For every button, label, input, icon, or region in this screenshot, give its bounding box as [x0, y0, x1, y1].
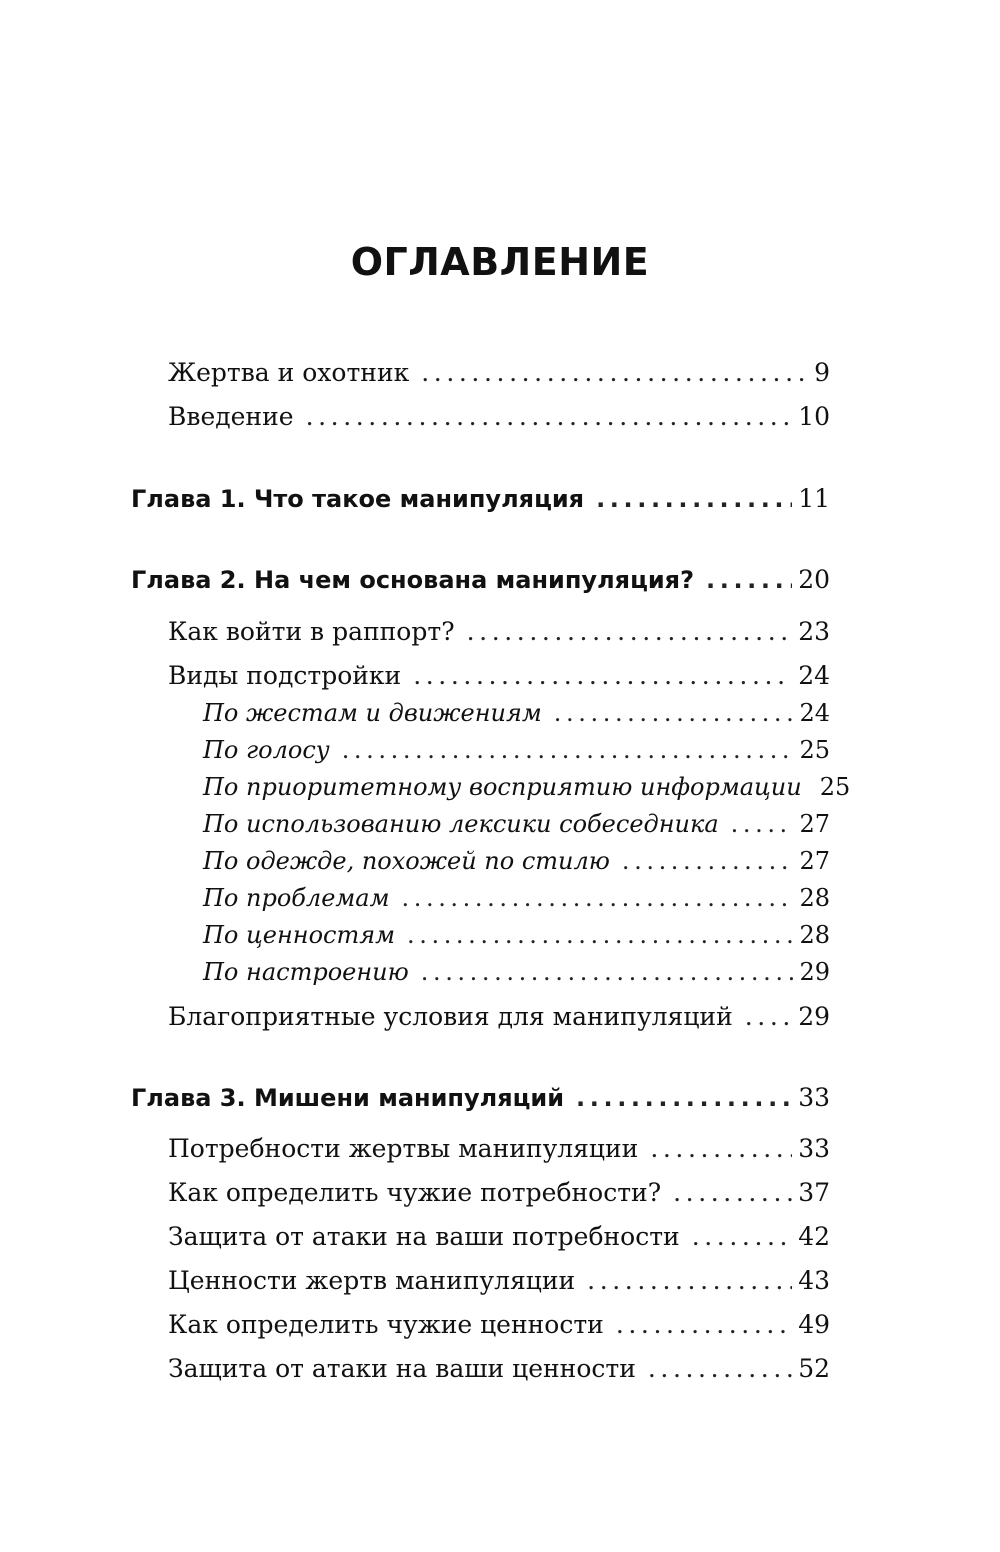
- toc-entry-sub: [203, 810, 830, 850]
- toc-entry-title: Глава 1. Что такое манипуляция: [131, 485, 585, 513]
- toc-entry-page-number: 23: [798, 617, 830, 646]
- toc-entry-title: Как определить чужие потребности?: [168, 1178, 662, 1207]
- toc-entry-section: [168, 1266, 830, 1306]
- toc-entry-page-number: 25: [799, 736, 830, 764]
- toc-entry-title: По голосу: [203, 736, 330, 764]
- toc-entry-section: [168, 358, 830, 398]
- dot-leader: [648, 1354, 792, 1383]
- toc-entry-title: Глава 2. На чем основана манипуляция?: [131, 566, 695, 594]
- toc-entry-section: [168, 402, 830, 442]
- dot-leader: [467, 617, 793, 646]
- toc-entry-title: По использованию лексики собеседника: [203, 810, 719, 838]
- toc-entry-title: Как войти в раппорт?: [168, 617, 455, 646]
- toc-entry-sub: [203, 699, 830, 739]
- toc-entry-page-number: 27: [799, 847, 830, 875]
- toc-entry-page-number: 25: [819, 773, 851, 801]
- toc-entry-title: По настроению: [203, 958, 409, 986]
- dot-leader: [622, 847, 794, 875]
- dot-leader: [342, 736, 794, 764]
- dot-leader: [421, 958, 794, 986]
- toc-entry-section: [168, 617, 830, 657]
- dot-leader: [576, 1084, 792, 1112]
- toc-entry-page-number: 29: [799, 958, 830, 986]
- toc-entry-sub: [203, 736, 830, 776]
- toc-entry-title: Защита от атаки на ваши потребности: [168, 1222, 680, 1251]
- toc-entry-title: Благоприятные условия для манипуляций: [168, 1002, 733, 1031]
- dot-leader: [731, 810, 794, 838]
- toc-entry-section: [168, 1354, 830, 1394]
- toc-entry-page-number: 10: [798, 402, 830, 431]
- toc-entry-sub: [203, 847, 830, 887]
- dot-leader: [692, 1222, 792, 1251]
- toc-entry-page-number: 49: [798, 1310, 830, 1339]
- toc-entry-title: По приоритетному восприятию информации: [203, 773, 802, 801]
- dot-leader: [596, 485, 792, 513]
- toc-entry-title: Введение: [168, 402, 294, 431]
- toc-entry-sub: [203, 958, 830, 998]
- toc-entry-title: Глава 3. Мишени манипуляций: [131, 1084, 565, 1112]
- toc-entry-page-number: 33: [798, 1083, 830, 1112]
- toc-entry-page-number: 20: [798, 565, 830, 594]
- toc-entry-chapter: [131, 484, 830, 524]
- toc-entry-title: По одежде, похожей по стилю: [203, 847, 610, 875]
- dot-leader: [421, 358, 808, 387]
- toc-entry-section: [168, 1002, 830, 1042]
- dot-leader: [706, 566, 792, 594]
- toc-entry-title: Потребности жертвы манипуляции: [168, 1134, 639, 1163]
- toc-entry-section: [168, 1222, 830, 1262]
- toc-entry-chapter: [131, 565, 830, 605]
- dot-leader: [587, 1266, 792, 1295]
- toc-entry-chapter: [131, 1083, 830, 1123]
- toc-entry-sub: [203, 773, 851, 813]
- toc-entry-section: [168, 1310, 830, 1350]
- toc-entry-page-number: 11: [798, 484, 830, 513]
- toc-entry-section: [168, 1134, 830, 1174]
- dot-leader: [745, 1002, 792, 1031]
- dot-leader: [554, 699, 794, 727]
- toc-entry-page-number: 33: [798, 1134, 830, 1163]
- dot-leader: [306, 402, 793, 431]
- toc-entry-page-number: 28: [799, 884, 830, 912]
- toc-entry-sub: [203, 884, 830, 924]
- toc-entry-title: По проблемам: [203, 884, 390, 912]
- dot-leader: [407, 921, 793, 949]
- dot-leader: [616, 1310, 792, 1339]
- toc-entry-page-number: 24: [799, 699, 830, 727]
- dot-leader: [673, 1178, 792, 1207]
- page-title: ОГЛАВЛЕНИЕ: [350, 240, 650, 284]
- toc-entry-page-number: 28: [799, 921, 830, 949]
- toc-entry-title: По ценностям: [203, 921, 396, 949]
- toc-entry-title: Жертва и охотник: [168, 358, 410, 387]
- toc-entry-section: [168, 1178, 830, 1218]
- toc-entry-title: Виды подстройки: [168, 661, 402, 690]
- toc-entry-page-number: 37: [798, 1178, 830, 1207]
- toc-entry-title: Защита от атаки на ваши ценности: [168, 1354, 636, 1383]
- toc-entry-section: [168, 661, 830, 701]
- dot-leader: [650, 1134, 792, 1163]
- toc-entry-page-number: 9: [814, 358, 830, 387]
- toc-entry-title: Ценности жертв манипуляции: [168, 1266, 576, 1295]
- dot-leader: [413, 661, 792, 690]
- toc-entry-page-number: 27: [799, 810, 830, 838]
- toc-entry-title: Как определить чужие ценности: [168, 1310, 604, 1339]
- toc-entry-page-number: 52: [798, 1354, 830, 1383]
- toc-entry-page-number: 24: [798, 661, 830, 690]
- toc-entry-page-number: 29: [798, 1002, 830, 1031]
- toc-entry-page-number: 43: [798, 1266, 830, 1295]
- toc-entry-sub: [203, 921, 830, 961]
- toc-entry-title: По жестам и движениям: [203, 699, 542, 727]
- toc-entry-page-number: 42: [798, 1222, 830, 1251]
- dot-leader: [402, 884, 794, 912]
